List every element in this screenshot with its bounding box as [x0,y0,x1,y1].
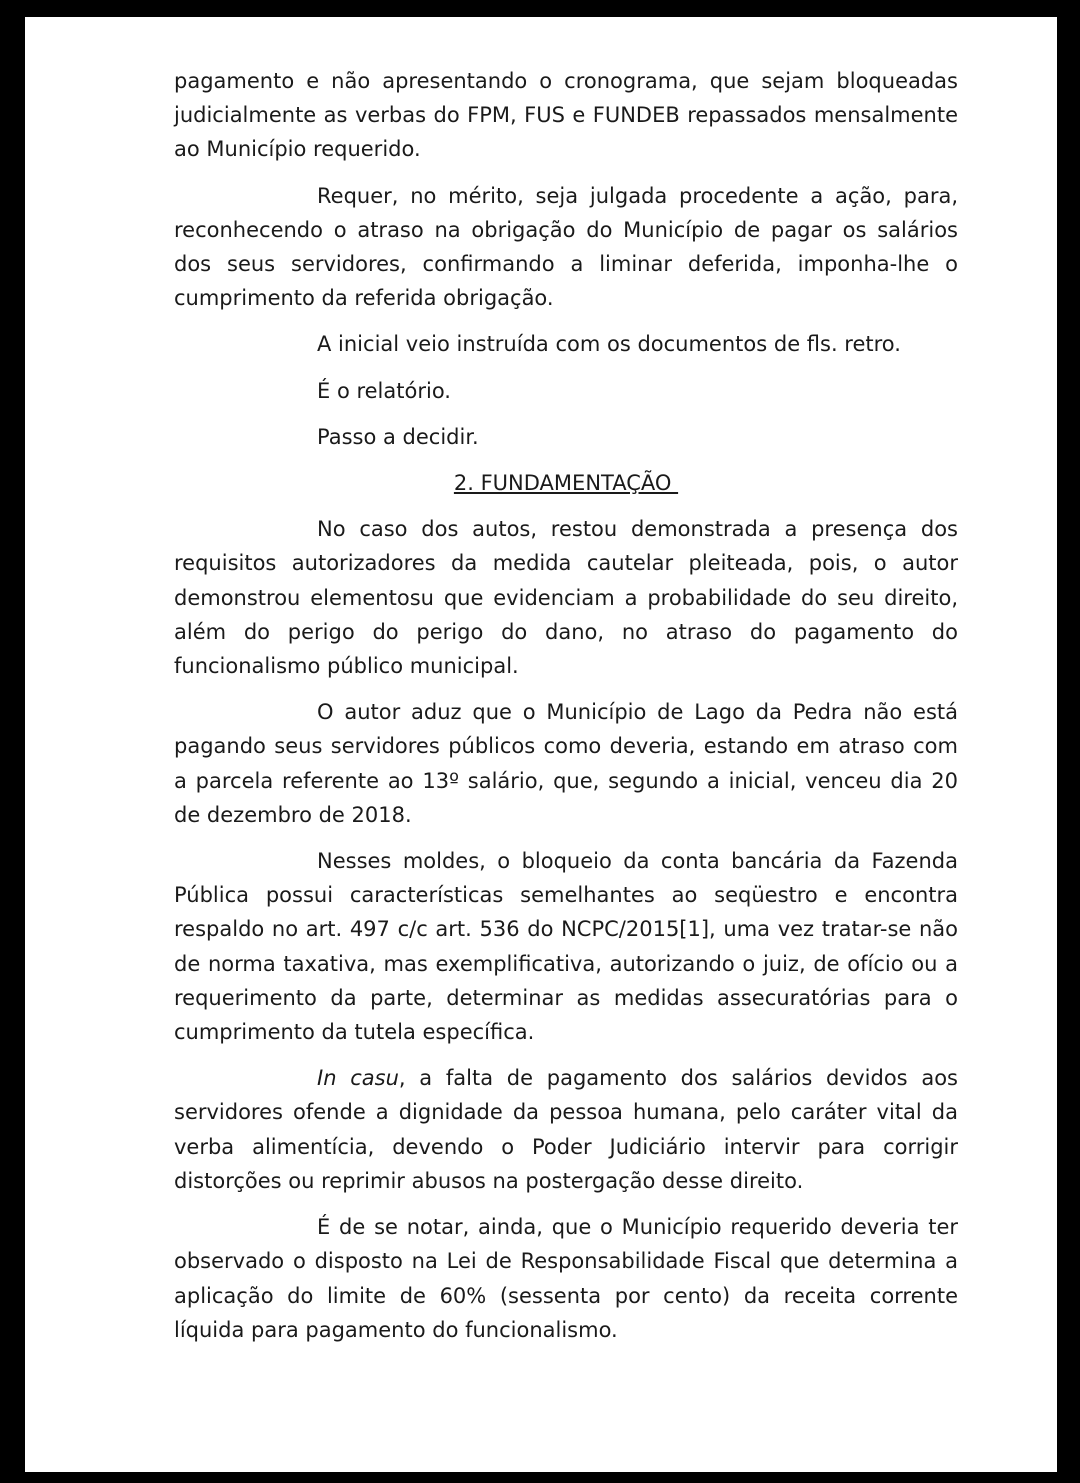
paragraph-case-requirements: No caso dos autos, restou demonstrada a presença dos requisitos autorizadores da medida cautelar pleiteada, pois, o autor demonstrou elementosu que evidenciam a probabilidade do seu direito, além do perigo do perigo do dano, no atraso do pagamento do funcionalismo público municipal. [174,517,958,679]
paragraph-decide: Passo a decidir. [317,424,479,449]
document-body [174,64,958,1359]
paragraph-request-merit: Requer, no mérito, seja julgada procedente a ação, para, reconhecendo o atraso na obrigação do Município de pagar os salários dos seus servidores, confirmando a liminar deferida, imponha-lhe o cumprimento da referida obrigação. [174,183,958,311]
paragraph-fiscal-responsibility: É de se notar, ainda, que o Município requerido deveria ter observado o disposto na Lei de Responsabilidade Fiscal que determina a aplicação do limite de 60% (sessenta por cento) da receita corrente líquida para pagamento do funcionalismo. [174,1215,958,1342]
paragraph-in-casu [174,1061,958,1198]
paragraph-author-claims: O autor aduz que o Município de Lago da Pedra não está pagando seus servidores públicos como deveria, estando em atraso com a parcela referente ao 13º salário, que, segundo a inicial, venceu dia 20 de dezembro de 2018. [174,700,958,827]
document-page [25,17,1057,1472]
section-heading [174,466,958,500]
paragraph-initial-documents: A inicial veio instruída com os documentos de fls. retro. [317,332,901,357]
in-casu-rest: , a falta de pagamento dos salários devidos aos servidores ofende a dignidade da pessoa humana, pelo caráter vital da verba alimentícia, devendo o Poder Judiciário intervir para corrigir distorções ou reprimir abusos na postergação desse direito. [174,1066,958,1193]
paragraph-continuation: pagamento e não apresentando o cronograma, que sejam bloqueadas judicialmente as verbas do FPM, FUS e FUNDEB repassados mensalmente ao Município requerido. [174,69,958,162]
paragraph-report: É o relatório. [317,378,451,403]
section-heading-text: 2. FUNDAMENTAÇÃO [453,471,679,496]
in-casu-italic: In casu [317,1066,399,1091]
paragraph-bank-block: Nesses moldes, o bloqueio da conta bancária da Fazenda Pública possui características semelhantes ao seqüestro e encontra respaldo no art. 497 c/c art. 536 do NCPC/2015[1], uma vez tratar-se não de norma taxativa, mas exemplificativa, autorizando o juiz, de ofício ou a requerimento da parte, determinar as medidas assecuratórias para o cumprimento da tutela específica. [174,849,958,1045]
